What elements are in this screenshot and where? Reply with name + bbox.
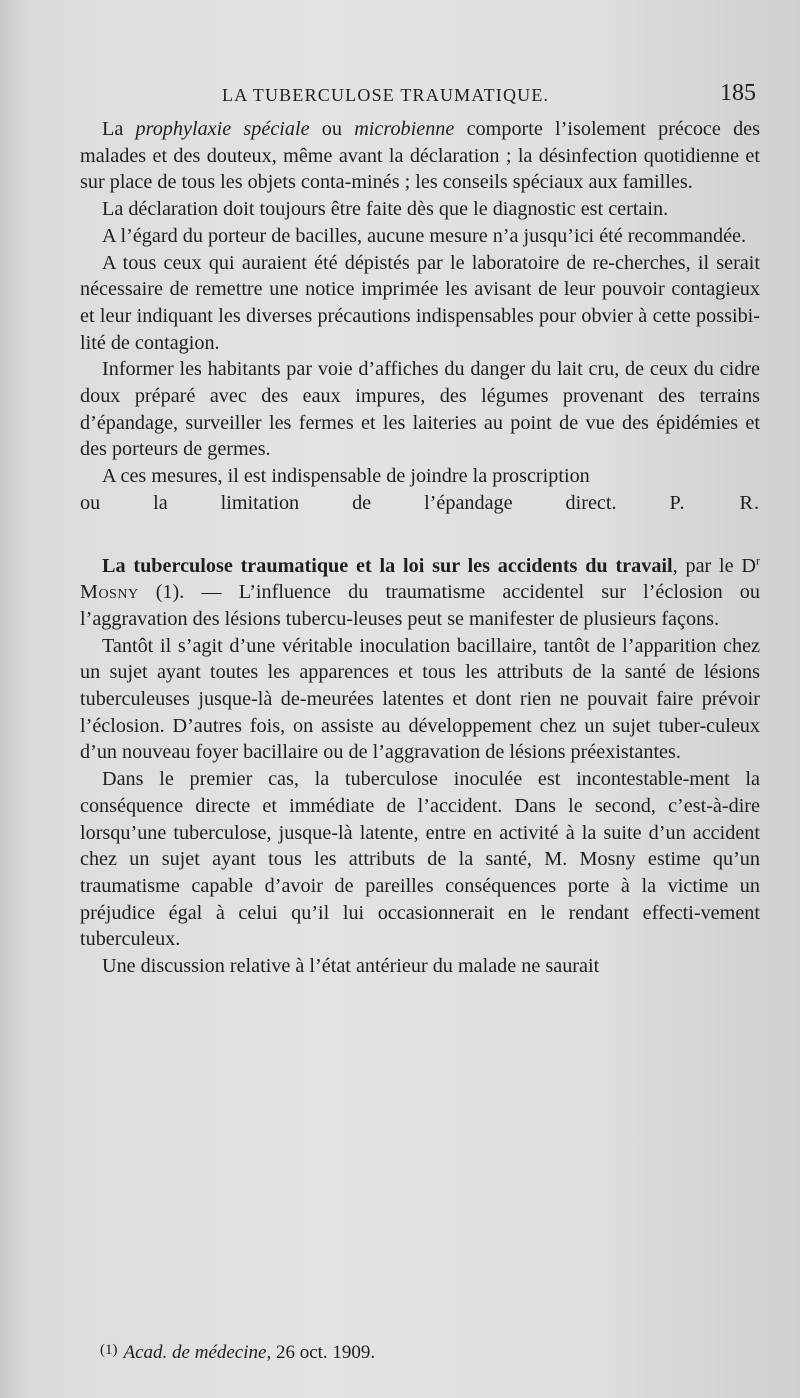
footnote-mark: (1) (100, 1342, 118, 1358)
footnote (100, 1338, 740, 1365)
emphasis: microbienne (354, 118, 455, 140)
running-header (222, 82, 760, 112)
running-title: LA TUBERCULOSE TRAUMATIQUE. (222, 85, 550, 105)
paragraph: La prophylaxie spéciale ou microbienne comporte l’isolement précoce des malades et des douteux, même avant la déclaration ; la désinfection quotidienne et sur place de tous les objets conta-minés ; les conseils spéciaux aux familles. (80, 118, 760, 194)
signature: P. R. (669, 491, 760, 514)
paragraph: Dans le premier cas, la tuberculose inoculée est incontestable-ment la conséquence directe et immédiate de l’accident. Dans le second, c’est-à-dire lorsqu’une tuberculose, jusque-là latente, entre en activité à la suite d’un accident chez un sujet ayant tous les attributs de la santé, M. Mosny estime qu’un traumatisme capable d’avoir de pareilles conséquences porte à la victime un préjudice égal à celui qu’il lui occasionnerait en le rendant effecti-vement tuberculeux. (80, 768, 760, 951)
section-gap (80, 517, 760, 553)
paragraph: La déclaration doit toujours être faite dès que le diagnostic est certain. (102, 198, 669, 221)
paragraph: Informer les habitants par voie d’affiches du danger du lait cru, de ceux du cidre doux préparé avec des eaux impures, des légumes provenant des terrains d’épandage, surveiller les fermes et les laiteries au point de vue des épidémies et des porteurs de germes. (80, 358, 760, 461)
footnote-source: Acad. de médecine (123, 1342, 267, 1363)
paragraph-last-line: ou la limitation de l’épandage direct. P. R. (80, 491, 760, 514)
emphasis: prophylaxie spéciale (135, 118, 310, 140)
footnote-ref: (1). — (138, 581, 239, 604)
paragraph: Tantôt il s’agit d’une véritable inoculation bacillaire, tantôt de l’apparition chez un sujet ayant toutes les apparences et tous les attributs de la santé de lésions tuberculeuses jusque-là de-meurées latentes et dont rien ne pouvait faire prévoir l’éclosion. D’autres fois, on assiste au développement chez un sujet tuber-culeux d’un nouveau foyer bacillaire ou de l’aggravation de lésions préexistantes. (80, 634, 760, 764)
page-number: 185 (720, 80, 756, 106)
author-name: Mosny (80, 581, 139, 604)
paragraph: A l’égard du porteur de bacilles, aucune mesure n’a jusqu’ici été recommandée. (102, 224, 747, 247)
footnote-date: , 26 oct. 1909. (266, 1342, 376, 1363)
body-text (80, 116, 760, 980)
review-paragraph: La tuberculose traumatique et la loi sur les accidents du travail, par le $D^r$ Mosny (1). — L’influence du traumatisme accidentel sur l’éclosion ou l’aggravation des lésions tubercu-leuses peut se manifester de plusieurs façons. (80, 552, 760, 630)
section-heading: La tuberculose traumatique et la loi sur les accidents du travail (102, 554, 673, 577)
paragraph: A tous ceux qui auraient été dépistés par le laboratoire de re-cherches, il serait nécessaire de remettre une notice imprimée les avisant de leur pouvoir contagieux et leur indiquant les diverses précautions indispensables pour obvier à cette possibi-lité de contagion. (80, 251, 760, 354)
paragraph: A ces mesures, il est indispensable de joindre la proscription (102, 465, 590, 488)
paragraph: Une discussion relative à l’état antérieur du malade ne saurait (102, 955, 600, 978)
